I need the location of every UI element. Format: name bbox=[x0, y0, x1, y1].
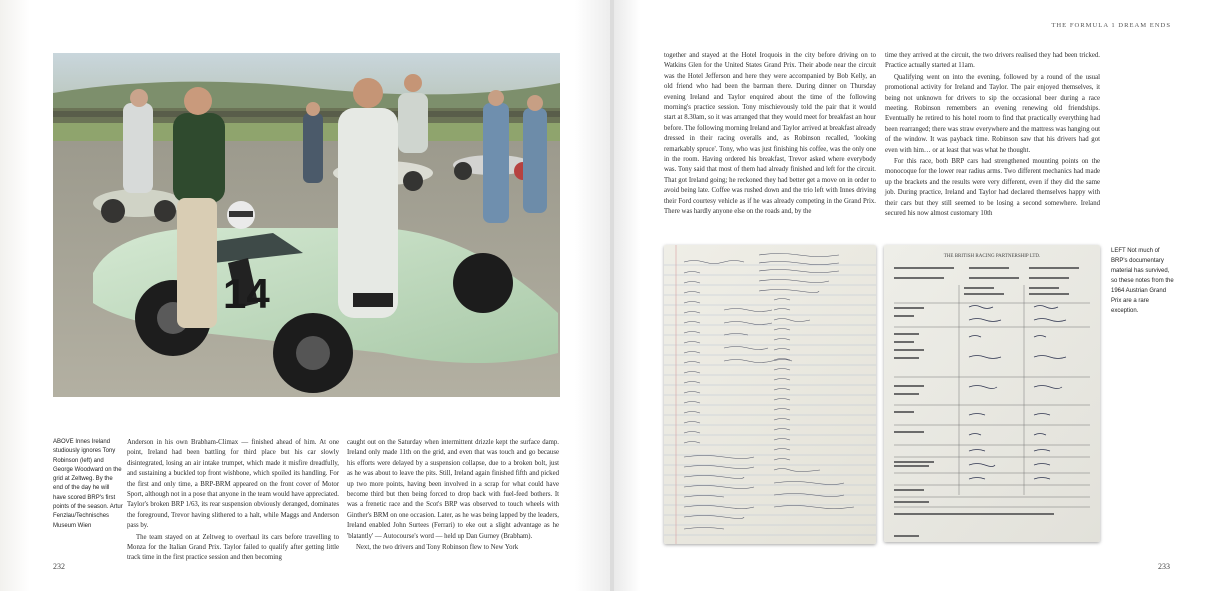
handwritten-notes-illustration bbox=[664, 245, 876, 544]
column-4 bbox=[885, 51, 1100, 221]
typed-form-illustration bbox=[884, 245, 1100, 542]
race-photo bbox=[53, 53, 560, 397]
col4-para-1: time they arrived at the circuit, the two drivers realised they had been tricked. Practice actually started at 11am. bbox=[885, 52, 1100, 70]
page-number-right: 233 bbox=[1158, 562, 1170, 571]
gutter bbox=[610, 0, 614, 591]
page-number-left: 232 bbox=[53, 562, 65, 571]
col3-para-1: together and stayed at the Hotel Iroquois in the city before driving on to Watkins Glen for the United States Grand Prix. Their abode near the circuit was the Hotel Jefferson and here they were accompanied by Bob Kelly, an old friend who had been the barman there. During dinner on Thursday evening Ireland and Taylor enquired about the time of the following morning's practice session. Tony mischievously told the pair that it would start at 8.30am, so it was arranged that they would meet for breakfast an hour before. The following morning Ireland and Taylor arrived at breakfast already dressed in their racing overalls and, as Robinson recalled, 'looking remarkably spruce'. Tony, who was just finishing his coffee, was the only one in the room. Having ordered his breakfast, Trevor asked where everybody was. Tony said that most of them had already finished and left for the circuit. That got Ireland going; he reckoned they had better get a move on in order to avoid being late. Coffee was rushed down and the trio left with Innes driving their Ford courtesy vehicle as if he was already competing in the Grand Prix. There was hardly anyone else on the roads and, by the bbox=[664, 52, 876, 216]
column-3 bbox=[664, 51, 876, 219]
col4-para-3: For this race, both BRP cars had strengthened mounting points on the monocoque for the lower rear radius arms. Two different mechanics had made up the brackets and the results were very different, even if they did the same job. During practice, Ireland and Taylor had declared themselves happy with their cars but they still seemed to be losing a second somewhere. Ireland secured his now almost customary 10th bbox=[885, 158, 1100, 218]
col1-para-1: Anderson in his own Brabham-Climax — finished ahead of him. At one point, Ireland had been battling for third place but his car slowly disintegrated, losing an air intake trumpet, which made it misfire dreadfully, and sustaining a buckled top front wishbone, which spoiled its handling. For the first and only time, a BRP-BRM appeared on the front cover of Motor Sport, although not in a pose that anyone in the team would have appreciated. Taylor's broken BRP 1/63, its rear suspension obviously deranged, dominates the foreground, Trevor having slithered to a halt, while Maggs and Anderson pass by. bbox=[127, 439, 339, 530]
document-caption: LEFT Not much of BRP's documentary material has survived, so these notes from the 1964 Austrian Grand Prix are a rare exception. bbox=[1111, 248, 1174, 314]
col2-para-1: caught out on the Saturday when intermittent drizzle kept the surface damp. Ireland only made 11th on the grid, and even that was touch and go because his efforts were delayed by a suspension collapse, due to a broken bolt, just as he was about to leave the pits. Still, Ireland again finished fifth and picked up two more points, having been involved in a scrap for what could have become third but then being forced to drop back with fuel-feed bothers. It was a frenetic race and the Scot's BRP was observed to touch wheels with Ginther's BRM on one occasion. Later, as he was being lapped by the leaders, Ireland enabled John Surtees (Ferrari) to eke out a slight advantage as he 'blatantly' — Autocourse's word — held up Dan Gurney (Brabham). bbox=[347, 439, 559, 540]
col1-para-2: The team stayed on at Zeltweg to overhaul its cars before travelling to Monza for the Italian Grand Prix. Taylor failed to qualify after getting little track time in the first practice session and then becoming bbox=[127, 533, 339, 562]
form-header: THE BRITISH RACING PARTNERSHIP LTD. bbox=[943, 254, 1041, 259]
race-photo-illustration bbox=[53, 53, 560, 397]
column-2 bbox=[347, 438, 559, 554]
running-head: THE FORMULA 1 DREAM ENDS bbox=[1051, 22, 1171, 29]
column-1 bbox=[127, 438, 339, 565]
photo-caption: ABOVE Innes Ireland studiously ignores Tony Robinson (left) and George Woodward on the grid at Zeltweg. By the end of the day he will have scored BRP's first points of the season. Artur Fenzlau/Technisches Museum Wien bbox=[53, 439, 123, 529]
col2-para-2: Next, the two drivers and Tony Robinson flew to New York bbox=[356, 544, 519, 552]
typed-form-document bbox=[884, 245, 1100, 542]
handwritten-notes-document bbox=[664, 245, 876, 544]
car-number: 14 bbox=[223, 270, 270, 317]
col4-para-2: Qualifying went on into the evening, followed by a round of the usual promotional activity for Ireland and Taylor. The pair enjoyed themselves, it being not unknown for drivers to sip the occasional beer during a race meeting. Robinson remembers an evening renewing old friendships. Eventually he retired to his hotel room to find that practically everything had been rearranged; there was straw everywhere and the mattress was hanging out of the window. It was payback time. Robinson saw that his drivers had got even with him… or at least that was what he thought. bbox=[885, 73, 1100, 154]
